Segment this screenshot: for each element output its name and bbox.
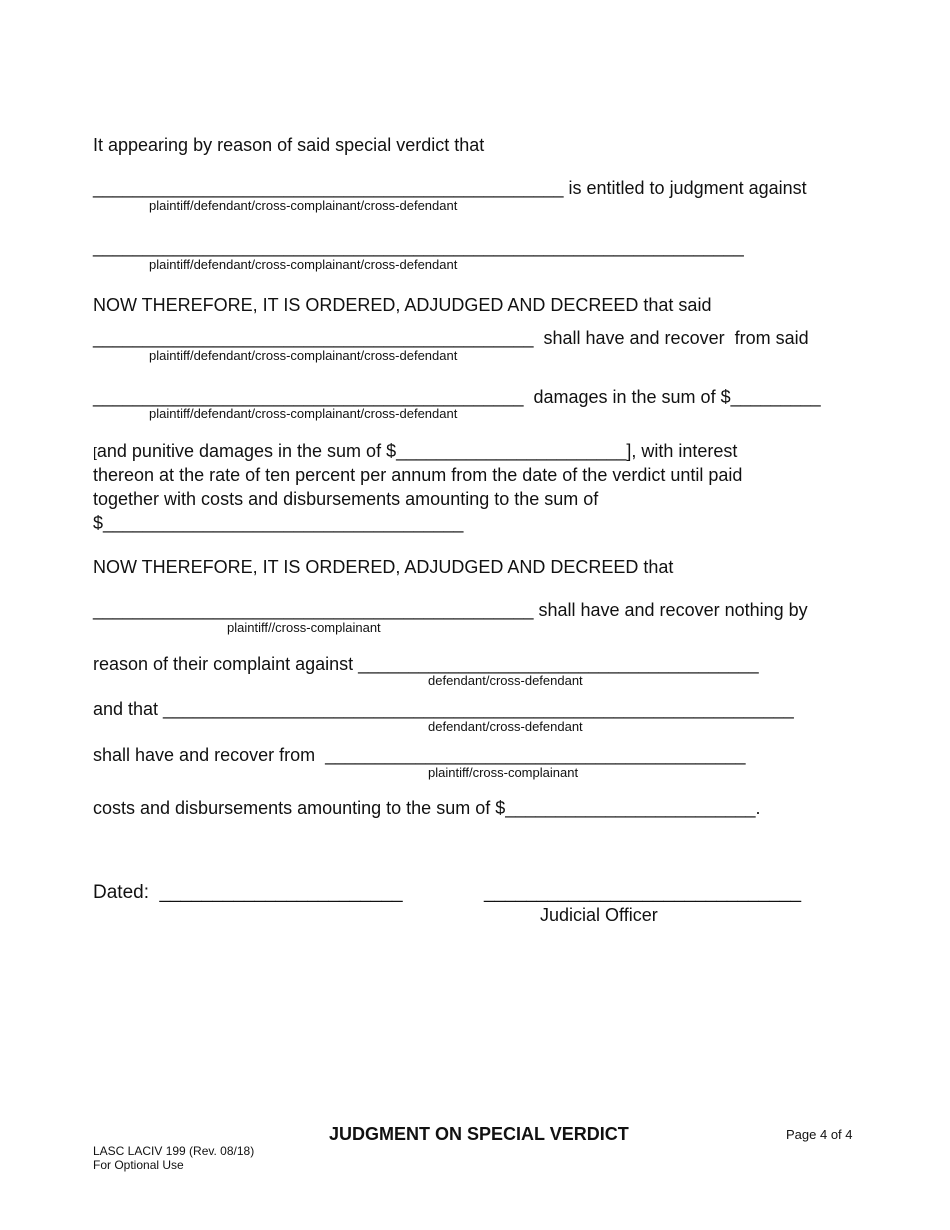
order-heading-2: NOW THEREFORE, IT IS ORDERED, ADJUDGED AND DECREED that (93, 557, 674, 577)
party-label-2: plaintiff/defendant/cross-complainant/cross-defendant (149, 257, 458, 272)
form-title: JUDGMENT ON SPECIAL VERDICT (329, 1124, 629, 1144)
costs-line: costs and disbursements amounting to the sum of $_________________________. (93, 798, 761, 818)
party-label-8: plaintiff/cross-complainant (428, 765, 579, 780)
punitive-line-1 (93, 440, 737, 463)
intro-text: It appearing by reason of said special verdict that (93, 135, 485, 155)
party-label-4: plaintiff/defendant/cross-complainant/cross-defendant (149, 406, 458, 421)
order-heading-1: NOW THEREFORE, IT IS ORDERED, ADJUDGED AND DECREED that said (93, 295, 712, 315)
punitive-line-3: together with costs and disbursements amounting to the sum of (93, 489, 599, 509)
officer-signature-line: ______________________________ (484, 882, 802, 903)
costs-amount-line: $____________________________________ (93, 513, 464, 533)
judicial-officer-label: Judicial Officer (540, 905, 658, 925)
form-id: LASC LACIV 199 (Rev. 08/18) (93, 1144, 255, 1158)
punitive-text-1: and punitive damages in the sum of $_______________________], with interest (96, 441, 738, 461)
party-label-3: plaintiff/defendant/cross-complainant/cross-defendant (149, 348, 458, 363)
and-that-line: and that _______________________________________________________________ (93, 699, 794, 719)
complaint-against-line: reason of their complaint against ________________________________________ (93, 654, 759, 674)
party-label-7: defendant/cross-defendant (428, 719, 583, 734)
entitled-line: _______________________________________________ is entitled to judgment against (93, 178, 807, 198)
recover-from-line: shall have and recover from __________________________________________ (93, 745, 746, 765)
party-label-1: plaintiff/defendant/cross-complainant/cross-defendant (149, 198, 458, 213)
against-party-line: _________________________________________________________________ (93, 237, 744, 257)
party-label-5: plaintiff//cross-complainant (227, 620, 381, 635)
punitive-line-2: thereon at the rate of ten percent per annum from the date of the verdict until paid (93, 465, 743, 485)
party-label-6: defendant/cross-defendant (428, 673, 583, 688)
recover-nothing-line: ____________________________________________ shall have and recover nothing by (93, 600, 808, 620)
recover-line: ____________________________________________ shall have and recover from said (93, 328, 809, 348)
bracket-open: [ (93, 444, 97, 460)
dated-line: Dated: _______________________ (93, 882, 403, 903)
page-number: Page 4 of 4 (786, 1127, 853, 1142)
damages-line: ___________________________________________ damages in the sum of $_________ (93, 387, 821, 407)
optional-use-note: For Optional Use (93, 1158, 184, 1172)
